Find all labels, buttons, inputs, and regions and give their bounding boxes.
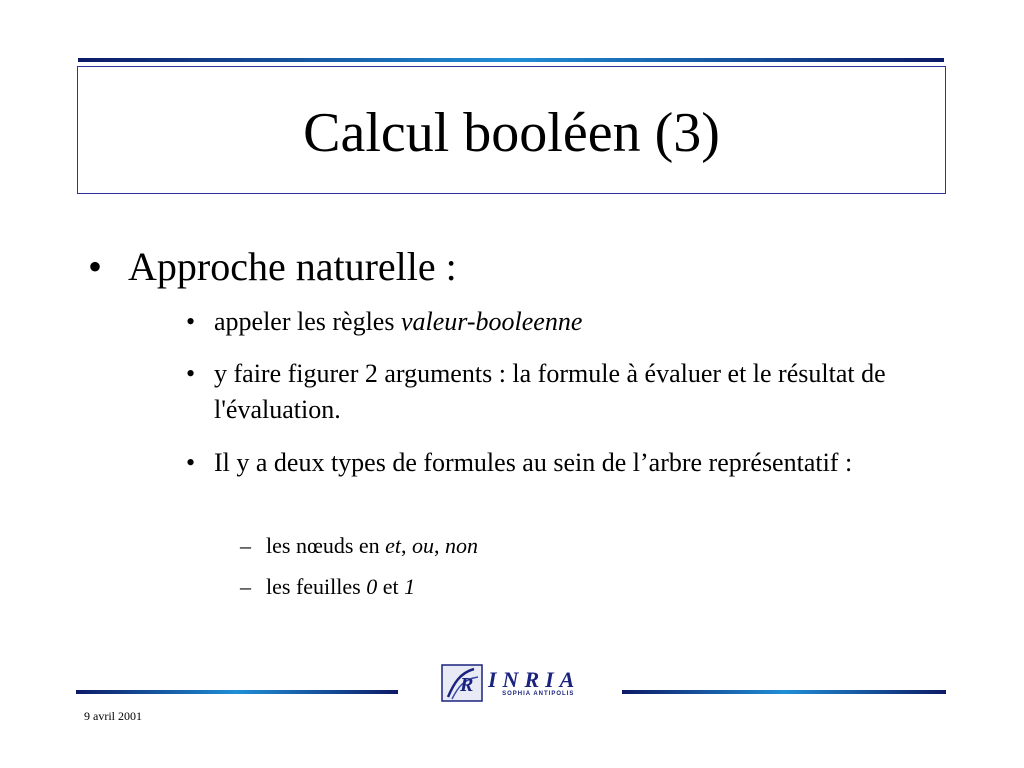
leaf-one: 1: [404, 574, 416, 599]
svg-text:R: R: [460, 674, 474, 696]
node-or: ou: [412, 533, 435, 558]
bullet-text: Approche naturelle :: [128, 244, 457, 289]
logo-word: INRIA: [488, 667, 581, 692]
sub-bullet-text: [266, 573, 415, 601]
bullet-formula-types: [186, 445, 926, 481]
dash-marker: –: [240, 574, 251, 599]
bullet-approach: [88, 244, 457, 290]
rules-prefix: appeler les règles: [214, 307, 401, 336]
bullet-text: Il y a deux types de formules au sein de l’arbre représentatif :: [214, 448, 853, 477]
separator: ,: [434, 533, 446, 558]
logo-subtitle: SOPHIA ANTIPOLIS: [502, 691, 575, 697]
bullet-arguments: [186, 356, 926, 428]
inria-logo: [440, 660, 600, 706]
bottom-rule-right: [622, 690, 946, 694]
sub-bullet-text: [266, 532, 478, 560]
bullet-marker: •: [186, 307, 196, 336]
bullet-marker: •: [88, 244, 103, 289]
bullet-rules: [186, 304, 926, 340]
logo-text: [488, 669, 580, 697]
leaves-prefix: les feuilles: [266, 574, 367, 599]
bullet-marker: •: [186, 359, 196, 388]
dash-marker: –: [240, 533, 251, 558]
sub-bullet-nodes: [240, 532, 478, 560]
bullet-text: [214, 304, 582, 340]
slide-title: Calcul booléen (3): [303, 102, 720, 164]
node-and: et: [385, 533, 402, 558]
logo-mark-icon: [440, 661, 484, 705]
separator: ,: [401, 533, 413, 558]
rules-name: valeur-booleenne: [400, 307, 583, 336]
footer-date: 9 avril 2001: [84, 709, 142, 723]
bottom-rule-left: [76, 690, 398, 694]
bullet-text: y faire figurer 2 arguments : la formule à évaluer et le résultat de l'évaluation.: [214, 359, 886, 424]
leaf-zero: 0: [366, 574, 378, 599]
title-box: [77, 66, 946, 194]
nodes-prefix: les nœuds en: [266, 533, 386, 558]
top-rule: [78, 58, 944, 62]
sub-bullet-leaves: [240, 573, 415, 601]
node-not: non: [445, 533, 479, 558]
bullet-marker: •: [186, 448, 196, 477]
leaves-and: et: [377, 574, 405, 599]
